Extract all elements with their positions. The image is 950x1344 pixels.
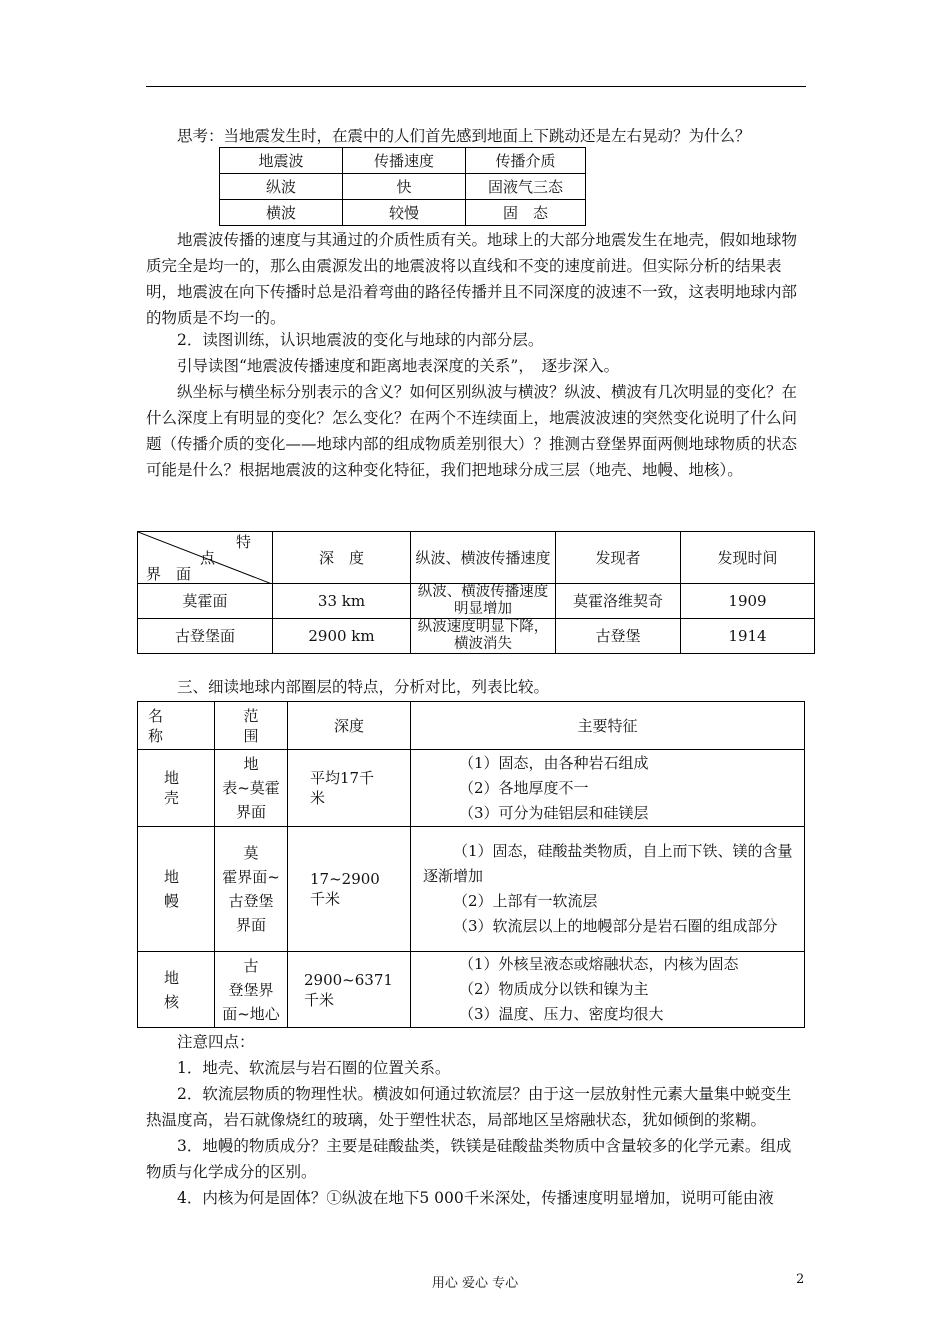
layer-header-name: 名 称 (138, 702, 215, 750)
note-4: 4．内核为何是固体？①纵波在地下5 000千米深处，传播速度明显增加，说明可能由液 (177, 1189, 774, 1207)
feature-item: （1）固态，由各种岩石组成 (459, 753, 649, 772)
layer-header-range: 范 围 (215, 702, 288, 750)
wave-cell: 较慢 (343, 200, 466, 226)
interface-header-cell: 纵波、横波传播速度 (411, 532, 556, 584)
layer-features (411, 827, 805, 952)
layer-table (137, 701, 805, 1028)
wave-cell: 纵波 (220, 174, 343, 200)
interface-cell: 莫霍面 (138, 584, 273, 619)
layer-row-crust (138, 750, 805, 827)
layer-name: 地 壳 (138, 750, 215, 827)
interface-cell: 莫霍洛维契奇 (556, 584, 681, 619)
corner-mid-label: 点 (200, 549, 216, 567)
interface-cell: 纵波速度明显下降，横波消失 (411, 619, 556, 654)
think-question: 思考：当地震发生时，在震中的人们首先感到地面上下跳动还是左右晃动？为什么？ (177, 127, 751, 145)
feature-item: （3）可分为硅铝层和硅镁层 (459, 803, 649, 822)
wave-header-cell: 地震波 (220, 148, 343, 174)
feature-item: （3）温度、压力、密度均很大 (459, 1005, 664, 1023)
interface-cell: 古登堡 (556, 619, 681, 654)
wave-header-cell: 传播速度 (343, 148, 466, 174)
wave-cell: 快 (343, 174, 466, 200)
interface-cell: 1909 (681, 584, 815, 619)
page-number: 2 (796, 1272, 805, 1287)
layer-row-mantle (138, 827, 805, 952)
interface-header-cell: 发现者 (556, 532, 681, 584)
corner-top-label: 特 (236, 533, 252, 551)
interface-table (137, 531, 815, 654)
layer-range: 莫 霍界面~ 古登堡 界面 (215, 827, 288, 952)
layer-header-depth: 深度 (288, 702, 411, 750)
interface-header-cell: 深 度 (273, 532, 411, 584)
feature-item: （2）各地厚度不一 (459, 778, 589, 797)
interface-cell: 33 km (273, 584, 411, 619)
note-3: 3．地幔的物质成分？主要是硅酸盐类，铁镁是硅酸盐类物质中含量较多的化学元素。组成物质与化学成分的区别。 (146, 1137, 792, 1181)
interface-cell: 纵波、横波传播速度明显增加 (411, 584, 556, 619)
layer-name: 地 核 (138, 952, 215, 1028)
layer-depth: 2900~6371 千米 (288, 952, 411, 1028)
layer-features (411, 750, 805, 827)
paragraph-wave-propagation: 地震波传播的速度与其通过的介质性质有关。地球上的大部分地震发生在地壳，假如地球物质完全是均一的，那么由震源发出的地震波将以直线和不变的速度前进。但实际分析的结果表明，地震波在向下传播时总是沿着弯曲的路径传播并且不同深度的波速不一致，这表明地球内部的物质是不均一的。 (146, 231, 798, 327)
section-three-title: 三、细读地球内部圈层的特点，分析对比，列表比较。 (177, 678, 550, 696)
layer-row-core (138, 952, 805, 1028)
feature-item: （1）外核呈液态或熔融状态，内核为固态 (459, 955, 739, 973)
interface-corner-cell (138, 532, 273, 584)
notes-title: 注意四点： (177, 1033, 255, 1051)
interface-cell: 1914 (681, 619, 815, 654)
feature-item: （3）软流层以上的地幔部分是岩石圈的组成部分 (453, 917, 778, 935)
layer-header-feature: 主要特征 (411, 702, 805, 750)
paragraph-guide: 引导读图“地震波传播速度和距离地表深度的关系”， 逐步深入。 (177, 357, 620, 375)
paragraph-questions: 纵坐标与横坐标分别表示的含义？如何区别纵波与横波？纵波、横波有几次明显的变化？在什么深度上有明显的变化？怎么变化？在两个不连续面上，地震波波速的突然变化说明了什么问题（传播介质的变化——地球内部的组成物质差别很大）？推测古登堡界面两侧地球物质的状态可能是什么？根据地震波的这种变化特征，我们把地球分成三层（地壳、地幔、地核）。 (146, 383, 798, 479)
interface-cell: 古登堡面 (138, 619, 273, 654)
layer-range: 地 表~莫霍 界面 (215, 750, 288, 827)
feature-item: （2）物质成分以铁和镍为主 (459, 980, 649, 998)
note-1: 1．地壳、软流层与岩石圈的位置关系。 (177, 1059, 451, 1077)
wave-cell: 横波 (220, 200, 343, 226)
layer-range: 古 登堡界 面~地心 (215, 952, 288, 1028)
wave-table (219, 147, 586, 226)
layer-depth: 17~2900 千米 (288, 827, 411, 952)
wave-cell: 固液气三态 (466, 174, 586, 200)
header-rule (146, 86, 806, 87)
wave-cell: 固 态 (466, 200, 586, 226)
page-footer: 用心 爱心 专心 (431, 1276, 519, 1291)
note-2: 2．软流层物质的物理性状。横波如何通过软流层？由于这一层放射性元素大量集中蜕变生热温度高，岩石就像烧红的玻璃，处于塑性状态，局部地区呈熔融状态，犹如倾倒的浆糊。 (146, 1085, 792, 1129)
paragraph-reading-training: 2．读图训练，认识地震波的变化与地球的内部分层。 (177, 331, 544, 349)
layer-depth: 平均17千 米 (288, 750, 411, 827)
interface-header-cell: 发现时间 (681, 532, 815, 584)
feature-item: （1）固态，硅酸盐类物质，自上而下铁、镁的含量逐渐增加 (423, 842, 793, 885)
interface-cell: 2900 km (273, 619, 411, 654)
corner-bottom-label: 界 面 (146, 565, 192, 583)
feature-item: （2）上部有一软流层 (453, 892, 598, 910)
layer-name: 地 幔 (138, 827, 215, 952)
wave-header-cell: 传播介质 (466, 148, 586, 174)
layer-features (411, 952, 805, 1028)
